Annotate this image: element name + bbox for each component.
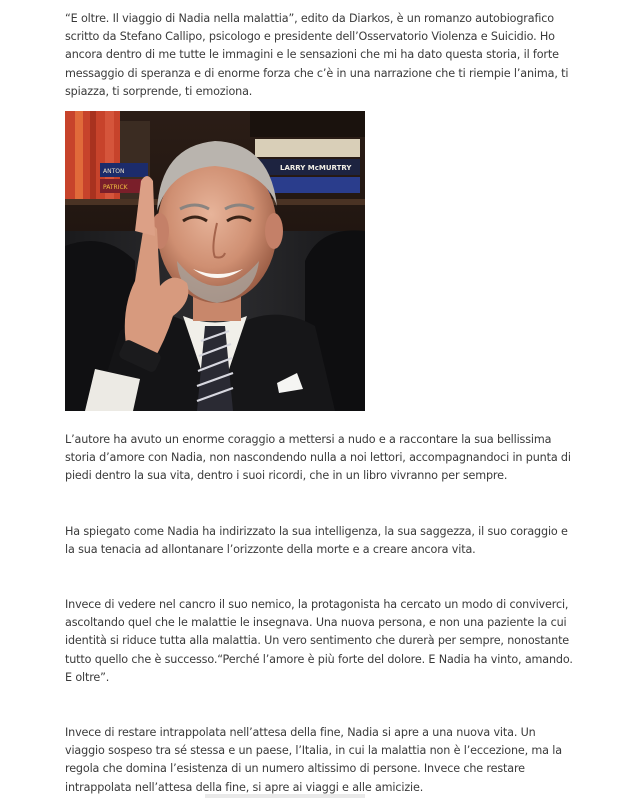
article-paragraph-new-life: Invece di restare intrappolata nell’attesa della fine, Nadia si apre a una nuova vita. Un viaggio sospeso tra sé stessa e un paese, l’Italia, in cui la malattia non è l’eccezione, ma la regola che domina l’esistenza di un numero altissimo di persone. Invece che restare intrappolata nell’attesa della fine, si apre ai viaggi e alle amicizie. (65, 726, 562, 794)
article-paragraph-cancer: Invece di vedere nel cancro il suo nemico, la protagonista ha cercato un modo di conviverci, ascoltando quel che le malattie le insegnava. Una nuova persona, e non una paziente la cui identità si riduce tutta alla malattia. Un vero sentimento che durerà per sempre, nonostante tutto quello che è successo.“Perché l’amore è più forte del dolore. E Nadia ha vinto, amando. E oltre”. (65, 598, 573, 684)
book-spine-text-3: LARRY McMURTRY (280, 164, 352, 173)
bottom-divider (205, 794, 365, 798)
article-paragraph-intro: “E oltre. Il viaggio di Nadia nella malattia”, edito da Diarkos, è un romanzo autobiografico scritto da Stefano Callipo, psicologo e presidente dell’Osservatorio Violenza e Suicidio. Ho ancora dentro di me tutte le immagini e le sensazioni che mi ha dato questa storia, il forte messaggio di speranza e di enorme forza che c’è in una narrazione che ti riempie l’anima, ti spiazza, ti sorprende, ti emoziona. (65, 12, 569, 98)
article-body (65, 0, 577, 797)
book-spine-text-2: PATRICK (103, 184, 128, 192)
article-paragraph-intelligence: Ha spiegato come Nadia ha indirizzato la sua intelligenza, la sua saggezza, il suo coraggio e la sua tenacia ad allontanare l’orizzonte della morte e a creare ancora vita. (65, 524, 568, 556)
book-spine-text-1: ANTON (103, 168, 125, 176)
article-paragraph-courage: L’autore ha avuto un enorme coraggio a mettersi a nudo e a raccontare la sua bellissima storia d’amore con Nadia, non nascondendo nulla a noi lettori, accompagnandoci in punta di piedi dentro la sua vita, dentro i suoi ricordi, che in un libro vivranno per sempre. (65, 433, 571, 483)
author-photo (65, 111, 365, 411)
